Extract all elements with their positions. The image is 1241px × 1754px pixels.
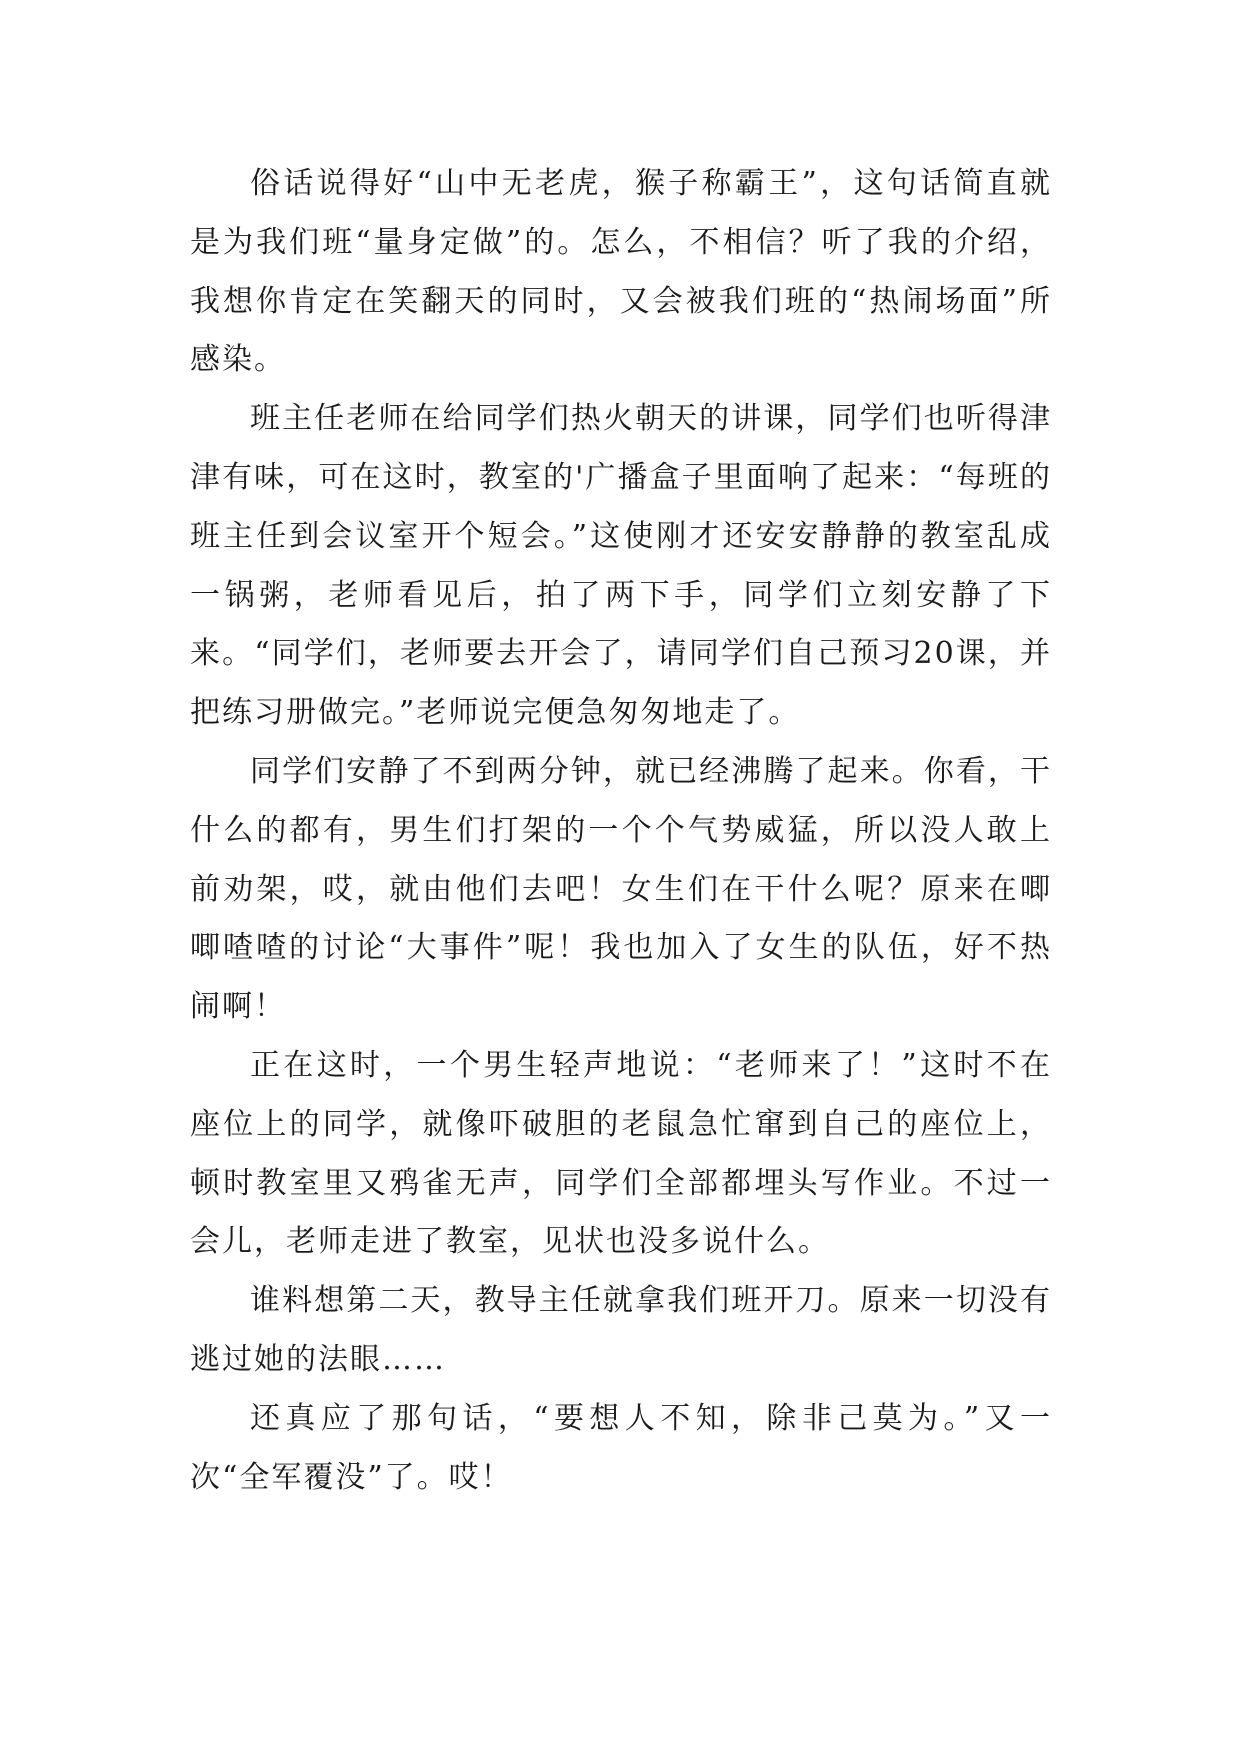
document-body bbox=[190, 155, 1052, 1507]
paragraph: 同学们安静了不到两分钟，就已经沸腾了起来。你看，干什么的都有，男生们打架的一个个气势威猛，所以没人敢上前劝架，哎，就由他们去吧！女生们在干什么呢？原来在唧唧喳喳的讨论“大事件”呢！我也加入了女生的队伍，好不热闹啊！ bbox=[190, 753, 1052, 1025]
paragraph: 还真应了那句话，“要想人不知，除非己莫为。”又一次“全军覆没”了。哎！ bbox=[190, 1400, 1052, 1495]
paragraph: 班主任老师在给同学们热火朝天的讲课，同学们也听得津津有味，可在这时，教室的'广播盒子里面响了起来：“每班的班主任到会议室开个短会。”这使刚才还安安静静的教室乱成一锅粥，老师看见后，拍了两下手，同学们立刻安静了下来。“同学们，老师要去开会了，请同学们自己预习20课，并把练习册做完。”老师说完便急匆匆地走了。 bbox=[190, 401, 1052, 731]
paragraph: 俗话说得好“山中无老虎，猴子称霸王”，这句话简直就是为我们班“量身定做”的。怎么，不相信？听了我的介绍，我想你肯定在笑翻天的同时，又会被我们班的“热闹场面”所感染。 bbox=[190, 166, 1052, 378]
paragraph: 正在这时，一个男生轻声地说：“老师来了！”这时不在座位上的同学，就像吓破胆的老鼠急忙窜到自己的座位上，顿时教室里又鸦雀无声，同学们全部都埋头写作业。不过一会儿，老师走进了教室，见状也没多说什么。 bbox=[190, 1047, 1052, 1260]
paragraph: 谁料想第二天，教导主任就拿我们班开刀。原来一切没有逃过她的法眼…… bbox=[190, 1283, 1052, 1377]
